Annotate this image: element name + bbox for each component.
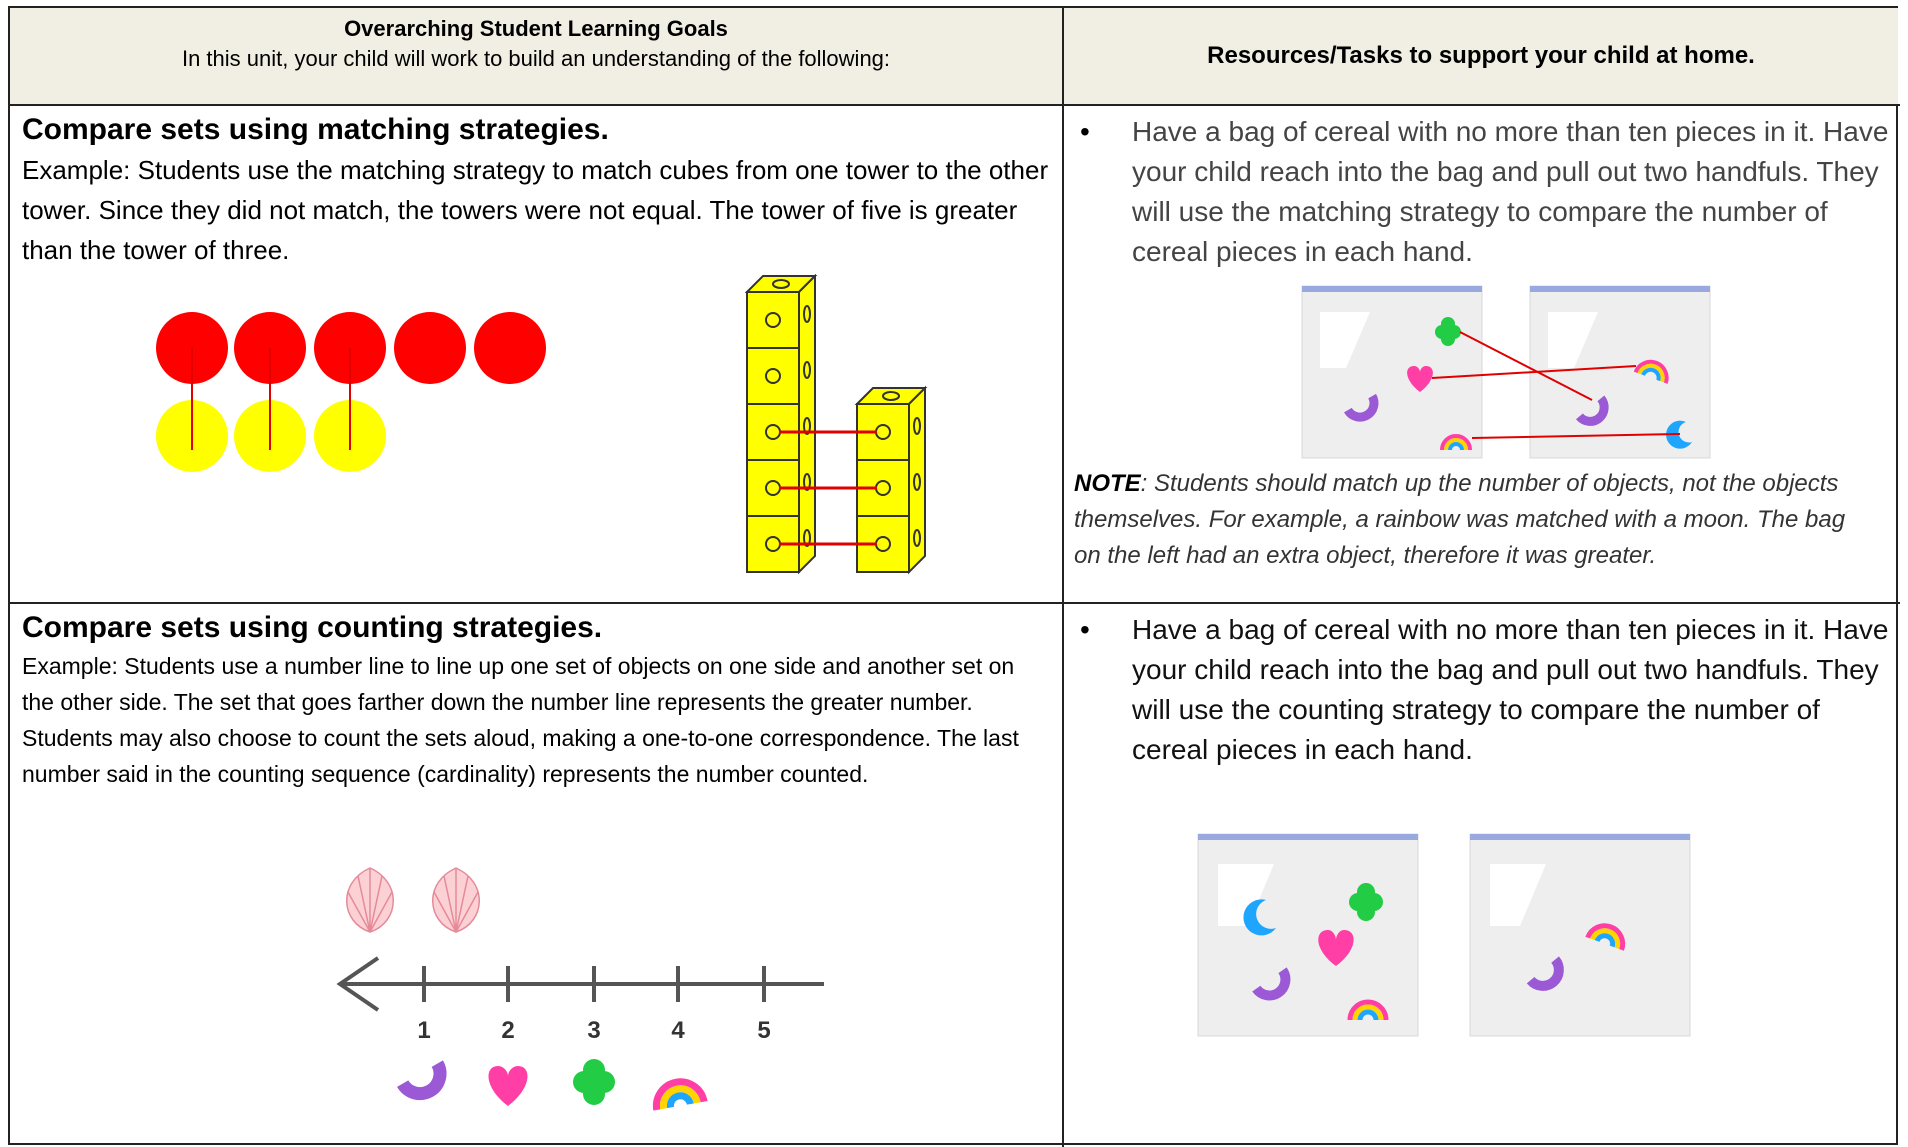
note-matching xyxy=(1074,466,1874,574)
tick-label: 5 xyxy=(757,1017,771,1044)
header-right xyxy=(1064,8,1898,104)
header-left-title: Overarching Student Learning Goals xyxy=(344,16,728,41)
bullet: • xyxy=(1080,116,1090,147)
row2-left xyxy=(22,610,1052,792)
note-text: : Students should match up the number of objects, not the objects themselves. For example, a rainbow was matched with a moon. The bag on the left had an extra object, therefore it was greater. xyxy=(1074,470,1846,569)
task-matching-text: Have a bag of cereal with no more than ten pieces in it. Have your child reach into the bag and pull out two handfuls. They will use the matching strategy to compare the number of cereal pieces in each hand. xyxy=(1132,116,1889,267)
example-counting: Example: Students use a number line to line up one set of objects on one side and another set on the other side. The set that goes farther down the number line represents the greater number. Students may also choose to count the sets aloud, making a one-to-one correspondence. The last number said in the counting sequence (cardinality) represents the number counted. xyxy=(22,653,1019,787)
cereal-bags-matching xyxy=(1300,282,1720,460)
goals-table xyxy=(8,6,1898,1145)
row-divider xyxy=(10,602,1900,604)
tower-three-side xyxy=(909,388,925,572)
horseshoe-icon xyxy=(403,1064,448,1101)
header-right-title: Resources/Tasks to support your child at home. xyxy=(1207,42,1755,69)
cereal-bag xyxy=(1302,286,1482,458)
tick-label: 3 xyxy=(587,1017,601,1044)
shell-icon xyxy=(433,868,480,932)
shell-icon xyxy=(347,868,394,932)
tower-five-side xyxy=(799,276,815,572)
row1-left xyxy=(22,112,1052,270)
cereal-bag xyxy=(1530,286,1710,458)
bullet: • xyxy=(1080,614,1090,645)
header-left-subtitle: In this unit, your child will work to build an understanding of the following: xyxy=(181,46,891,71)
number-line xyxy=(340,958,824,1010)
column-divider xyxy=(1062,8,1064,1147)
row2-right xyxy=(1068,610,1894,770)
clover-icon xyxy=(573,1059,615,1105)
tick-label: 2 xyxy=(501,1017,515,1044)
row1-right xyxy=(1068,112,1894,272)
cereal-bags-counting xyxy=(1196,830,1696,1038)
header-left xyxy=(10,8,1062,104)
heart-icon xyxy=(489,1066,528,1106)
cube xyxy=(747,348,799,404)
red-dot xyxy=(474,312,546,384)
header-divider xyxy=(10,104,1900,106)
tick-label: 4 xyxy=(671,1017,685,1044)
number-line-diagram xyxy=(328,862,828,1142)
tick-label: 1 xyxy=(417,1017,431,1044)
example-matching: Example: Students use the matching strategy to match cubes from one tower to the other tower. Since they did not match, the towers were not equal. The tower of five is greater than the tower of three. xyxy=(22,155,1049,265)
cube xyxy=(747,292,799,348)
goal-matching: Compare sets using matching strategies. xyxy=(22,113,609,146)
task-counting-text: Have a bag of cereal with no more than ten pieces in it. Have your child reach into the bag and pull out two handfuls. They will use the counting strategy to compare the number of cereal pieces in each hand. xyxy=(1132,614,1889,765)
dot-matching-diagram xyxy=(148,308,558,478)
task-matching xyxy=(1068,112,1894,272)
task-counting xyxy=(1068,610,1894,770)
goal-counting: Compare sets using counting strategies. xyxy=(22,611,603,644)
rainbow-icon xyxy=(653,1078,704,1110)
red-dot xyxy=(394,312,466,384)
cube-towers-diagram xyxy=(745,274,965,584)
note-label: NOTE xyxy=(1074,470,1141,497)
